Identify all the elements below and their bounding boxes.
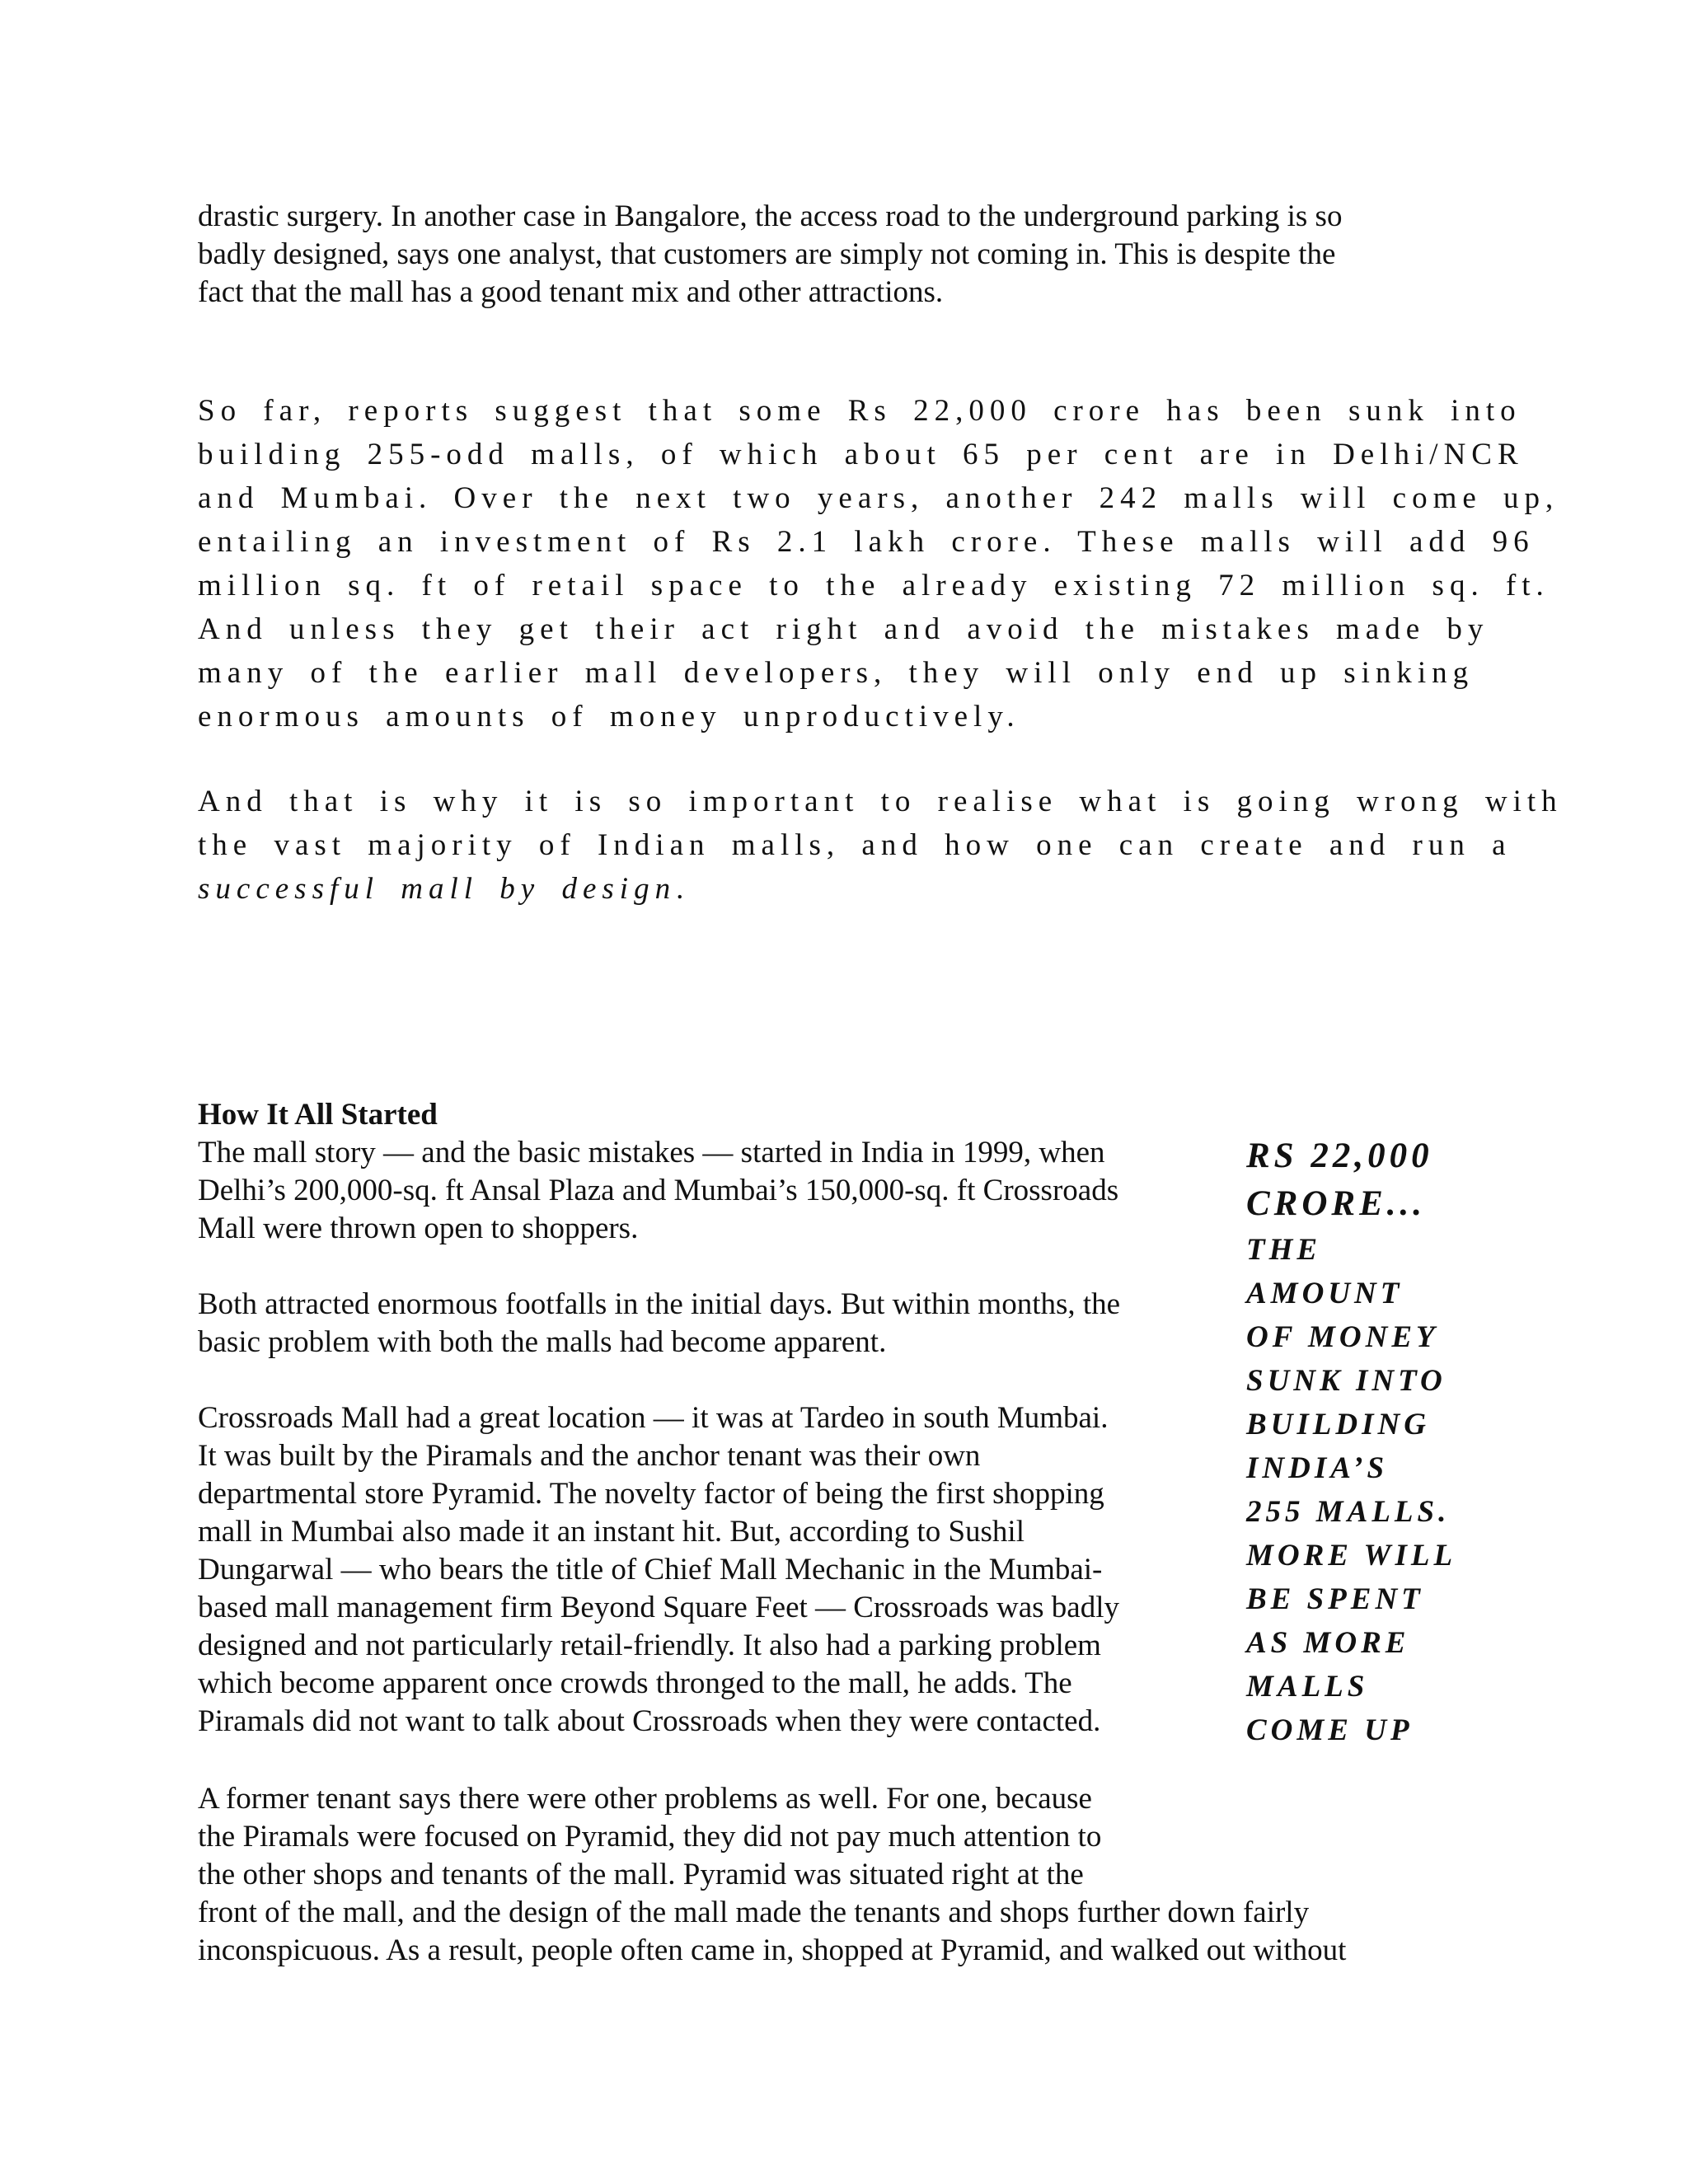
text-line: badly designed, says one analyst, that customers are simply not coming in. This is despite the <box>198 237 1336 271</box>
text-line: fact that the mall has a good tenant mix and other attractions. <box>198 275 944 309</box>
text-line: Both attracted enormous footfalls in the initial days. But within months, the <box>198 1287 1121 1321</box>
text-line: designed and not particularly retail-friendly. It also had a parking problem <box>198 1629 1101 1662</box>
pull-quote-line: BE SPENT <box>1246 1582 1424 1616</box>
text-line-italic <box>198 867 1500 911</box>
text-line: Mall were thrown open to shoppers. <box>198 1212 639 1245</box>
text-line: enormous amounts of money unproductively. <box>198 700 1020 733</box>
text-line: building 255-odd malls, of which about 65 per cent are in Delhi/NCR <box>198 438 1524 471</box>
text-line: the other shops and tenants of the mall. Pyramid was situated right at the <box>198 1858 1084 1891</box>
pull-quote-line: OF MONEY <box>1246 1320 1439 1354</box>
pull-quote-line: 255 MALLS. <box>1246 1495 1451 1529</box>
pull-quote-headline: RS 22,000 <box>1246 1137 1433 1175</box>
text-line: The mall story — and the basic mistakes — started in India in 1999, when <box>198 1136 1105 1169</box>
pull-quote-line: COME UP <box>1246 1713 1414 1747</box>
pull-quote-line: SUNK INTO <box>1246 1364 1447 1398</box>
text-line: Crossroads Mall had a great location — it was at Tardeo in south Mumbai. <box>198 1401 1109 1435</box>
text-line: mall in Mumbai also made it an instant hit. But, according to Sushil <box>198 1515 1025 1549</box>
text-line: and Mumbai. Over the next two years, another 242 malls will come up, <box>198 481 1559 515</box>
paragraph-why-important <box>198 780 1563 911</box>
text-line: departmental store Pyramid. The novelty factor of being the first shopping <box>198 1477 1104 1511</box>
text-line: And that is why it is so important to realise what is going wrong with <box>198 785 1563 818</box>
pull-quote <box>1246 1132 1493 1752</box>
paragraph-mall-story <box>198 1134 1216 1248</box>
text-line: A former tenant says there were other problems as well. For one, because <box>198 1782 1092 1816</box>
text-line: drastic surgery. In another case in Bangalore, the access road to the underground parking is so <box>198 199 1343 233</box>
text-line: inconspicuous. As a result, people often came in, shopped at Pyramid, and walked out without <box>198 1933 1347 1967</box>
text-line: And unless they get their act right and avoid the mistakes made by <box>198 612 1489 646</box>
paragraph-footfalls <box>198 1286 1216 1361</box>
end-punctuation: . <box>676 872 690 906</box>
paragraph-intro-continuation <box>198 198 1484 312</box>
text-line: the vast majority of Indian malls, and how one can create and run a <box>198 828 1512 862</box>
pull-quote-line: BUILDING <box>1246 1408 1430 1441</box>
text-line: based mall management firm Beyond Square Feet — Crossroads was badly <box>198 1591 1119 1624</box>
text-line: which become apparent once crowds thronged to the mall, he adds. The <box>198 1666 1072 1700</box>
emphasis-text: successful mall by design <box>198 872 677 906</box>
paragraph-crossroads-mall <box>198 1399 1216 1741</box>
text-line: million sq. ft of retail space to the already existing 72 million sq. ft. <box>198 569 1550 602</box>
text-line: entailing an investment of Rs 2.1 lakh crore. These malls will add 96 <box>198 525 1535 559</box>
text-line: It was built by the Piramals and the anchor tenant was their own <box>198 1439 981 1473</box>
pull-quote-line: AS MORE <box>1246 1626 1410 1660</box>
paragraph-investment-figures <box>198 389 1559 738</box>
pull-quote-line: MORE WILL <box>1246 1539 1457 1572</box>
text-line: Piramals did not want to talk about Crossroads when they were contacted. <box>198 1704 1101 1738</box>
text-line: basic problem with both the malls had become apparent. <box>198 1325 887 1359</box>
text-line: the Piramals were focused on Pyramid, they did not pay much attention to <box>198 1820 1102 1854</box>
pull-quote-line: INDIA’S <box>1246 1451 1389 1485</box>
text-line: Dungarwal — who bears the title of Chief Mall Mechanic in the Mumbai- <box>198 1553 1103 1586</box>
text-line: So far, reports suggest that some Rs 22,000 crore has been sunk into <box>198 394 1522 428</box>
pull-quote-headline: CRORE... <box>1246 1184 1427 1223</box>
text-line: many of the earlier mall developers, they will only end up sinking <box>198 656 1475 690</box>
text-line: Delhi’s 200,000-sq. ft Ansal Plaza and Mumbai’s 150,000-sq. ft Crossroads <box>198 1174 1119 1207</box>
section-heading: How It All Started <box>198 1098 438 1132</box>
pull-quote-line: MALLS <box>1246 1670 1369 1704</box>
text-line: front of the mall, and the design of the mall made the tenants and shops further down fairly <box>198 1896 1310 1929</box>
pull-quote-line: THE <box>1246 1233 1322 1267</box>
paragraph-former-tenant <box>198 1780 1484 1970</box>
pull-quote-line: AMOUNT <box>1246 1277 1404 1310</box>
